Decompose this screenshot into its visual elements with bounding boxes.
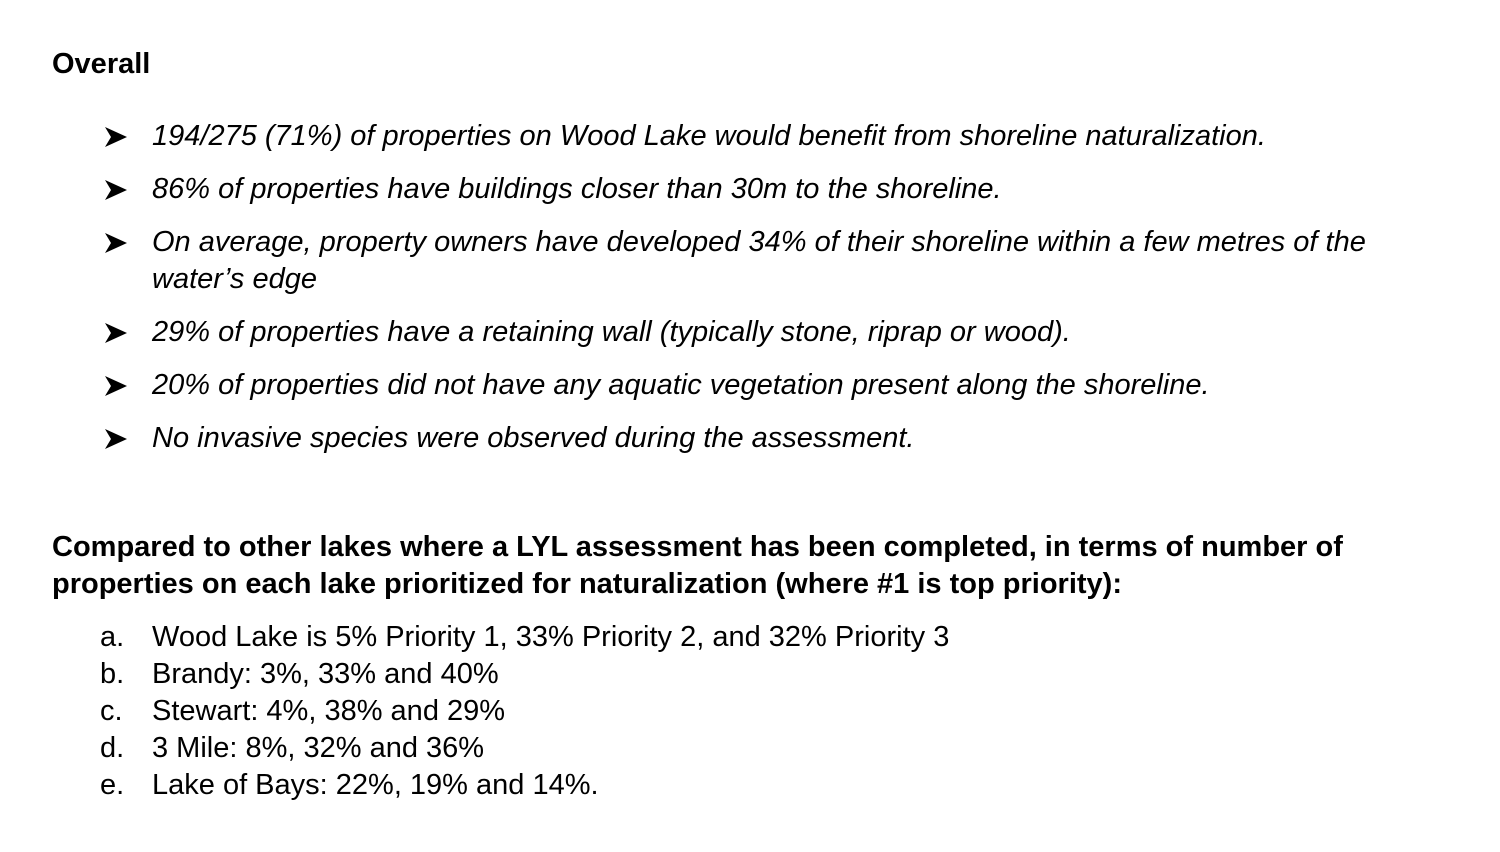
list-marker: e.: [100, 769, 125, 801]
list-marker: a.: [100, 621, 125, 653]
list-item: [100, 619, 949, 656]
bullet-item-5: [102, 367, 1462, 404]
bullet-item-6: [102, 420, 1462, 457]
bullet-text: 20% of properties did not have any aquatic vegetation present along the shoreline.: [152, 369, 1210, 401]
bullet-item-1: [102, 118, 1462, 155]
list-item: [100, 730, 949, 767]
bullet-text: 194/275 (71%) of properties on Wood Lake would benefit from shoreline naturalization.: [152, 120, 1266, 152]
list-marker: b.: [100, 658, 125, 690]
arrowhead-bullet-icon: [102, 224, 130, 261]
arrowhead-bullet-icon: [102, 314, 130, 351]
comparison-heading: Compared to other lakes where a LYL assessment has been completed, in terms of number of properties on each lake prioritized for naturalization (where #1 is top priority):: [52, 531, 1343, 600]
list-item-text: Stewart: 4%, 38% and 29%: [152, 695, 506, 727]
list-item: [100, 767, 949, 804]
list-item-text: Lake of Bays: 22%, 19% and 14%.: [152, 769, 599, 801]
list-item-text: 3 Mile: 8%, 32% and 36%: [152, 732, 485, 764]
list-marker: d.: [100, 732, 125, 764]
bullet-item-4: [102, 314, 1462, 351]
list-marker: c.: [100, 695, 123, 727]
arrowhead-bullet-icon: [102, 171, 130, 208]
list-item: [100, 693, 949, 730]
arrowhead-bullet-icon: [102, 420, 130, 457]
overall-bullet-list: [102, 118, 1462, 473]
comparison-list: [100, 619, 949, 804]
list-item-text: Brandy: 3%, 33% and 40%: [152, 658, 499, 690]
bullet-text: 86% of properties have buildings closer than 30m to the shoreline.: [152, 173, 1002, 205]
arrowhead-bullet-icon: [102, 367, 130, 404]
bullet-item-2: [102, 171, 1462, 208]
list-item: [100, 656, 949, 693]
bullet-text: No invasive species were observed during the assessment.: [152, 422, 915, 454]
list-item-text: Wood Lake is 5% Priority 1, 33% Priority 2, and 32% Priority 3: [152, 621, 950, 653]
bullet-text: On average, property owners have developed 34% of their shoreline within a few metres of the water’s edge: [152, 226, 1366, 295]
bullet-item-3: [102, 224, 1462, 298]
arrowhead-bullet-icon: [102, 118, 130, 155]
overall-heading: Overall: [52, 48, 151, 80]
bullet-text: 29% of properties have a retaining wall (typically stone, riprap or wood).: [152, 316, 1071, 348]
